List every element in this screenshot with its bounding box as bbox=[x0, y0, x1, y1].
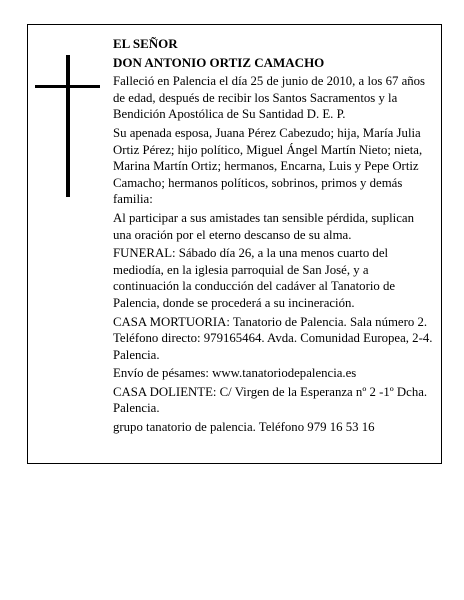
prayer-request: Al participar a sus amistades tan sensible pérdida, suplican una oración por el eterno descanso de su alma. bbox=[113, 210, 414, 242]
funeral-details: FUNERAL: Sábado día 26, a la una menos cuarto del mediodía, en la iglesia parroquial de San José, y a continuación la conducción del cadáver al Tanatorio de Palencia, donde se procederá a su incineración. bbox=[113, 246, 396, 310]
cross-icon bbox=[35, 55, 100, 197]
cross-vertical-bar bbox=[66, 55, 70, 197]
deceased-name: DON ANTONIO ORTIZ CAMACHO bbox=[113, 54, 325, 70]
mourning-house: CASA DOLIENTE: C/ Virgen de la Esperanza nº 2 -1º Dcha. Palencia. bbox=[113, 384, 428, 416]
obituary-text bbox=[113, 36, 433, 438]
heading-title: EL SEÑOR bbox=[113, 36, 178, 51]
funeral-home-contact: grupo tanatorio de palencia. Teléfono 979 16 53 16 bbox=[113, 420, 375, 435]
condolences-website: Envío de pésames: www.tanatoriodepalencia.es bbox=[113, 366, 357, 381]
cross-horizontal-bar bbox=[35, 85, 100, 88]
family-list: Su apenada esposa, Juana Pérez Cabezudo; hija, María Julia Ortiz Pérez; hijo político, Miguel Ángel Martín Nieto; nieta, Marina Martín Ortiz; hermanos, Encarna, Luis y Pepe Ortiz Camacho; hermanos políticos, sobrinos, primos y demás familia: bbox=[113, 125, 423, 207]
mortuary-details: CASA MORTUORIA: Tanatorio de Palencia. Sala número 2. Teléfono directo: 979165464. Avda. Comunidad Europea, 2-4. Palencia. bbox=[113, 314, 433, 362]
death-announcement: Falleció en Palencia el día 25 de junio de 2010, a los 67 años de edad, después de recibir los Santos Sacramentos y la Bendición Apostólica de Su Santidad D. E. P. bbox=[113, 74, 426, 122]
